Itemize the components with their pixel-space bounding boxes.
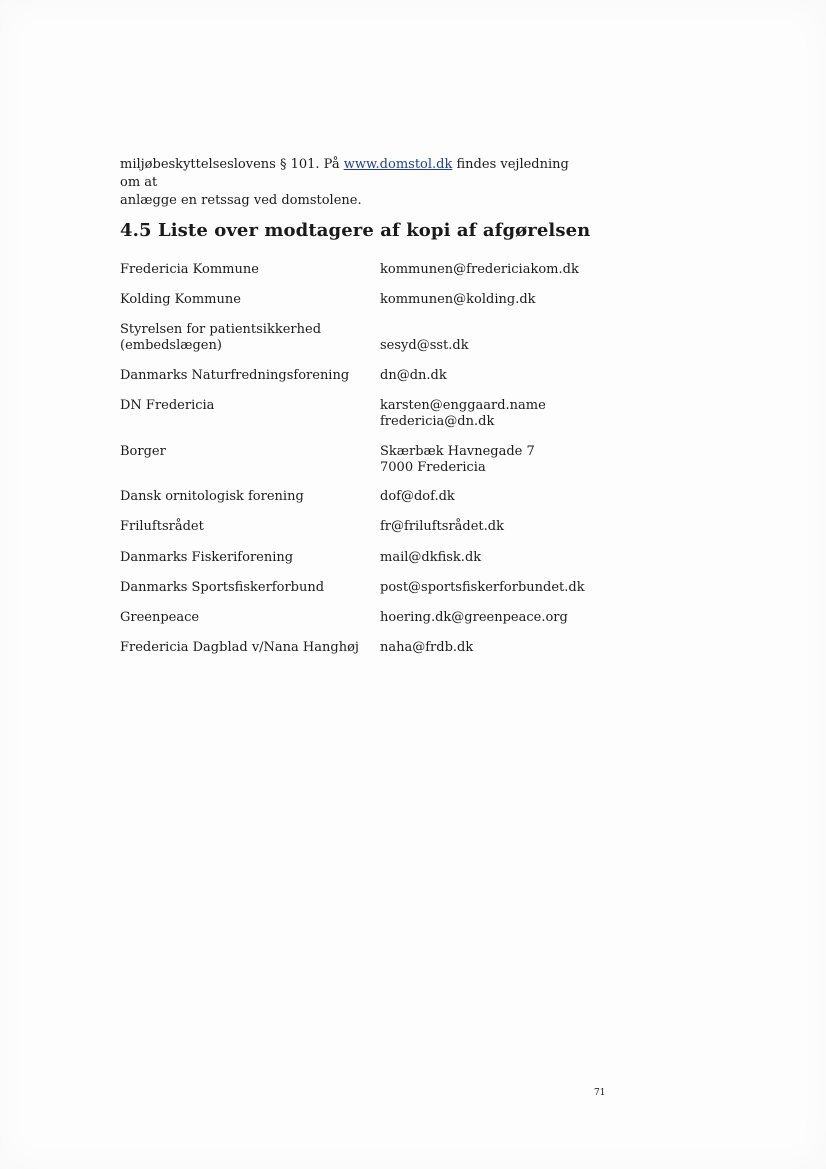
recipient-contact: naha@frdb.dk — [380, 640, 474, 655]
recipient-contact: kommunen@kolding.dk — [380, 292, 536, 307]
recipient-contact: post@sportsfiskerforbundet.dk — [380, 580, 585, 595]
recipient-contact: hoering.dk@greenpeace.org — [380, 610, 568, 625]
recipient-name: Greenpeace — [120, 610, 200, 625]
intro-text-after-link: findes vejledning om at — [120, 157, 569, 190]
recipient-name: Kolding Kommune — [120, 292, 241, 307]
recipient-contact: mail@dkfisk.dk — [380, 550, 482, 565]
intro-text-line2: anlægge en retssag ved domstolene. — [120, 193, 362, 208]
recipient-contact: kommunen@fredericiakom.dk — [380, 262, 579, 277]
domstol-link[interactable]: www.domstol.dk — [343, 157, 453, 172]
recipient-contact: Skærbæk Havnegade 7 7000 Fredericia — [380, 444, 535, 475]
recipient-contact: karsten@enggaard.name fredericia@dn.dk — [380, 398, 546, 429]
recipient-contact: fr@friluftsrådet.dk — [380, 519, 504, 534]
recipient-name: Borger — [120, 444, 166, 459]
recipient-contact: dn@dn.dk — [380, 368, 447, 383]
intro-paragraph — [120, 156, 590, 210]
recipient-name: Danmarks Sportsfiskerforbund — [120, 580, 325, 595]
recipient-name: Dansk ornitologisk forening — [120, 489, 304, 504]
recipient-name: Fredericia Dagblad v/Nana Hanghøj — [120, 640, 359, 655]
recipient-contact: dof@dof.dk — [380, 489, 455, 504]
recipient-name: DN Fredericia — [120, 398, 215, 413]
recipient-name: Fredericia Kommune — [120, 262, 259, 277]
recipient-name: Styrelsen for patientsikkerhed (embedslægen) — [120, 322, 322, 353]
recipient-name: Danmarks Fiskeriforening — [120, 550, 294, 565]
intro-text-before-link: miljøbeskyttelseslovens § 101. På — [120, 157, 344, 172]
section-heading: 4.5 Liste over modtagere af kopi af afgørelsen — [120, 220, 591, 241]
recipient-name: Friluftsrådet — [120, 519, 204, 534]
page-number: 71 — [594, 1088, 606, 1098]
recipient-contact: sesyd@sst.dk — [380, 338, 469, 353]
recipient-name: Danmarks Naturfredningsforening — [120, 368, 350, 383]
